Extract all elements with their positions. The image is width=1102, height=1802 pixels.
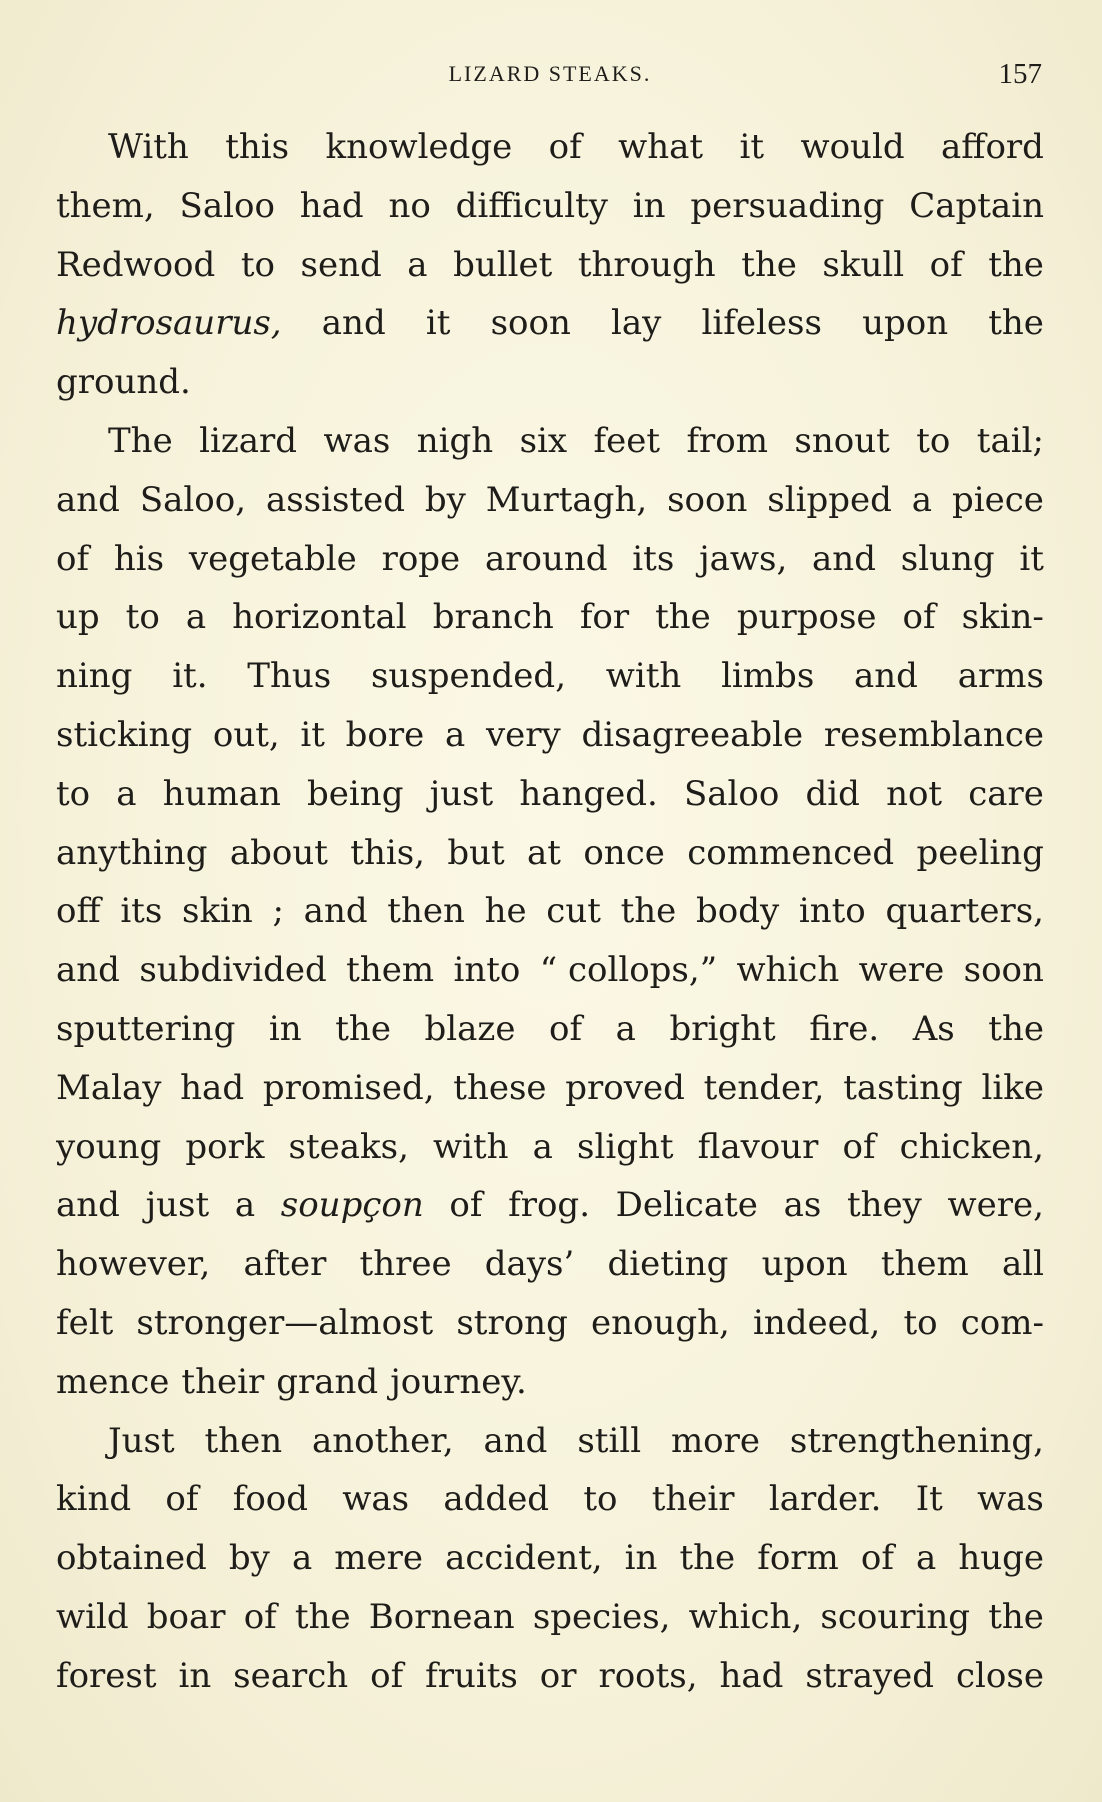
- word: Saloo: [179, 185, 275, 226]
- word: ;: [272, 891, 284, 932]
- word: to: [903, 1302, 938, 1343]
- word: very: [485, 714, 561, 755]
- word: huge: [958, 1538, 1044, 1579]
- word: of: [165, 1479, 199, 1520]
- word: in: [624, 1538, 658, 1579]
- word: of: [842, 1126, 876, 1167]
- word: the: [988, 303, 1044, 344]
- text-line: [56, 294, 1044, 353]
- word: anything: [56, 832, 208, 873]
- word: was: [342, 1479, 410, 1520]
- word: off: [56, 891, 101, 932]
- word: the: [679, 1538, 736, 1579]
- word: a: [116, 773, 137, 814]
- word: assisted: [265, 479, 405, 520]
- word: close: [956, 1655, 1044, 1696]
- word: frog.: [508, 1185, 591, 1226]
- word: Malay: [56, 1067, 162, 1108]
- word: were: [858, 950, 945, 991]
- word: ning: [56, 656, 133, 697]
- word: Captain: [909, 185, 1044, 226]
- word: to: [583, 1479, 618, 1520]
- word: Delicate: [615, 1185, 758, 1226]
- word: persuading: [690, 185, 885, 226]
- word: As: [912, 1008, 955, 1049]
- word: to: [240, 244, 275, 285]
- word: steaks,: [288, 1126, 409, 1167]
- running-head: [56, 54, 1044, 94]
- text-line: [56, 647, 1044, 706]
- word: but: [447, 832, 505, 873]
- word: felt: [56, 1302, 114, 1343]
- word: of: [370, 1655, 404, 1696]
- word: Bornean: [368, 1596, 515, 1637]
- word: flavour: [697, 1126, 819, 1167]
- word: proved: [565, 1067, 685, 1108]
- word: six: [519, 420, 568, 461]
- word: com-: [960, 1302, 1044, 1343]
- word: lay: [611, 303, 662, 344]
- word: and: [56, 950, 120, 991]
- word: the: [988, 1596, 1044, 1637]
- word: did: [805, 773, 860, 814]
- word: just: [145, 1185, 210, 1226]
- word: through: [577, 244, 716, 285]
- word: commenced: [687, 832, 895, 873]
- text-line: [56, 588, 1044, 647]
- word: young: [56, 1126, 162, 1167]
- word: by: [228, 1538, 270, 1579]
- text-line: [56, 1412, 1044, 1471]
- word: tail;: [976, 420, 1044, 461]
- word: it.: [172, 656, 208, 697]
- word: their: [181, 1361, 265, 1402]
- text-line: [56, 1000, 1044, 1059]
- word: and: [56, 479, 120, 520]
- word: and: [56, 1185, 120, 1226]
- word: of: [548, 127, 582, 167]
- word: however,: [56, 1244, 211, 1285]
- word: chicken,: [899, 1126, 1044, 1167]
- word: at: [527, 832, 561, 873]
- text-line: [56, 941, 1044, 1000]
- text-line: [56, 353, 1044, 412]
- word: resemblance: [823, 714, 1044, 755]
- text-line: [56, 471, 1044, 530]
- word: Murtagh,: [485, 479, 648, 520]
- text-line: [56, 1647, 1044, 1706]
- word: into: [798, 891, 866, 932]
- word: the: [988, 1008, 1044, 1049]
- word: into: [453, 950, 521, 991]
- word: dieting: [607, 1244, 729, 1285]
- word: hanged.: [519, 773, 658, 814]
- word: to: [56, 773, 91, 814]
- word: skull: [822, 244, 905, 285]
- word: this,: [350, 832, 425, 873]
- word: not: [886, 773, 943, 814]
- word: strayed: [805, 1655, 935, 1696]
- word: the: [988, 244, 1044, 285]
- text-line: [56, 1353, 1044, 1412]
- word: another,: [311, 1420, 454, 1461]
- word: then: [387, 891, 465, 932]
- word: bore: [345, 714, 425, 755]
- text-line: [56, 1235, 1044, 1294]
- word: soon: [490, 303, 571, 344]
- word: had: [180, 1067, 245, 1108]
- word: its: [120, 891, 163, 932]
- word: three: [359, 1244, 452, 1285]
- word: Thus: [247, 656, 332, 697]
- word: human: [162, 773, 281, 814]
- word: kind: [56, 1479, 132, 1520]
- word: care: [968, 773, 1044, 814]
- word: tender,: [703, 1067, 825, 1108]
- word: disagreeable: [581, 714, 804, 755]
- word: the: [335, 1008, 391, 1049]
- word: a: [532, 1126, 553, 1167]
- word: lizard: [199, 420, 298, 461]
- word: forest: [56, 1655, 157, 1696]
- word: which: [736, 950, 840, 991]
- word: of: [902, 597, 936, 638]
- word: up: [56, 597, 100, 638]
- word: it: [300, 714, 325, 755]
- word: just: [429, 773, 494, 814]
- word: stronger—almost: [136, 1302, 434, 1343]
- running-title: LIZARD STEAKS.: [448, 61, 652, 86]
- word: about: [229, 832, 328, 873]
- text-line: [56, 765, 1044, 824]
- word: body: [695, 891, 780, 932]
- word: bullet: [453, 244, 553, 285]
- word: days’: [484, 1244, 575, 1285]
- word: in: [268, 1008, 302, 1049]
- word: out,: [212, 714, 280, 755]
- word: Saloo,: [139, 479, 247, 520]
- word: them: [346, 950, 435, 991]
- word: and: [854, 656, 918, 697]
- word: species,: [532, 1596, 671, 1637]
- word: rope: [381, 538, 461, 579]
- word: obtained: [56, 1538, 207, 1579]
- word: the: [741, 244, 797, 285]
- word: would: [800, 127, 905, 167]
- word: a: [291, 1538, 313, 1579]
- word: they: [846, 1185, 922, 1226]
- text-line: [56, 1588, 1044, 1647]
- word: skin-: [961, 597, 1044, 638]
- word: knowledge: [325, 127, 513, 167]
- word: search: [233, 1655, 349, 1696]
- word: a: [911, 479, 933, 520]
- word: upon: [761, 1244, 848, 1285]
- word: Just: [108, 1420, 175, 1461]
- text-line: [56, 1294, 1044, 1353]
- word: them: [880, 1244, 969, 1285]
- word: send: [300, 244, 382, 285]
- word: more: [670, 1420, 761, 1461]
- word: difficulty: [455, 185, 608, 226]
- word: a: [234, 1185, 256, 1226]
- word: a: [407, 244, 428, 285]
- text-line: [56, 118, 1044, 177]
- word: soon: [667, 479, 748, 520]
- word: soupçon: [280, 1185, 424, 1226]
- word: it: [425, 303, 451, 344]
- text-line: [56, 1470, 1044, 1529]
- word: its: [632, 538, 675, 579]
- word: and: [321, 303, 386, 344]
- word: their: [651, 1479, 735, 1520]
- word: which,: [688, 1596, 803, 1637]
- word: piece: [951, 479, 1044, 520]
- word: vegetable: [188, 538, 357, 579]
- word: a: [444, 714, 466, 755]
- word: quarters,: [885, 891, 1044, 932]
- word: pork: [185, 1126, 265, 1167]
- word: suspended,: [370, 656, 567, 697]
- word: around: [484, 538, 608, 579]
- word: arms: [957, 656, 1044, 697]
- word: strong: [456, 1302, 568, 1343]
- text-line: [56, 1118, 1044, 1177]
- word: indeed,: [752, 1302, 881, 1343]
- word: form: [757, 1538, 839, 1579]
- text-line: [56, 1059, 1044, 1118]
- word: his: [113, 538, 165, 579]
- word: horizontal: [232, 597, 407, 638]
- text-line: [56, 412, 1044, 471]
- word: upon: [862, 303, 949, 344]
- word: still: [577, 1420, 642, 1461]
- word: branch: [432, 597, 554, 638]
- word: “ collops,”: [539, 950, 718, 991]
- text-line: [56, 882, 1044, 941]
- word: once: [583, 832, 665, 873]
- text-line: [56, 1529, 1044, 1588]
- text-line: [56, 1176, 1044, 1235]
- word: enough,: [590, 1302, 730, 1343]
- word: what: [618, 127, 704, 167]
- word: The: [108, 420, 173, 461]
- word: sputtering: [56, 1008, 236, 1049]
- word: Saloo: [683, 773, 780, 814]
- word: afford: [941, 127, 1044, 167]
- word: them,: [56, 185, 155, 226]
- word: with: [433, 1126, 509, 1167]
- word: larder.: [768, 1479, 882, 1520]
- word: of: [243, 1596, 277, 1637]
- page-number: 157: [998, 58, 1042, 90]
- word: this: [225, 127, 290, 167]
- word: of: [549, 1008, 583, 1049]
- word: boar: [146, 1596, 226, 1637]
- word: bright: [669, 1008, 776, 1049]
- word: for: [579, 597, 630, 638]
- word: being: [307, 773, 404, 814]
- word: and: [303, 891, 368, 932]
- word: grand: [276, 1361, 379, 1402]
- word: scouring: [820, 1596, 971, 1637]
- word: subdivided: [139, 950, 327, 991]
- word: fruits: [425, 1655, 518, 1696]
- word: to: [916, 420, 951, 461]
- text-line: [56, 824, 1044, 883]
- text-line: [56, 236, 1044, 295]
- word: like: [981, 1067, 1044, 1108]
- word: by: [424, 479, 466, 520]
- word: a: [615, 1008, 636, 1049]
- word: all: [1001, 1244, 1044, 1285]
- word: Redwood: [56, 244, 216, 285]
- word: a: [185, 597, 207, 638]
- word: was: [977, 1479, 1044, 1520]
- text-line: [56, 706, 1044, 765]
- word: then: [204, 1420, 283, 1461]
- word: these: [453, 1067, 547, 1108]
- word: ground.: [56, 362, 191, 403]
- word: it: [1019, 538, 1044, 579]
- word: strengthening,: [789, 1420, 1044, 1461]
- word: mere: [334, 1538, 424, 1579]
- word: in: [178, 1655, 212, 1696]
- word: It: [915, 1479, 943, 1520]
- word: feet: [593, 420, 661, 461]
- word: the: [620, 891, 677, 932]
- word: as: [783, 1185, 822, 1226]
- word: to: [125, 597, 160, 638]
- word: was: [323, 420, 391, 461]
- word: from: [686, 420, 768, 461]
- word: promised,: [262, 1067, 435, 1108]
- word: tasting: [843, 1067, 963, 1108]
- word: slung: [900, 538, 995, 579]
- word: no: [388, 185, 431, 226]
- word: were,: [947, 1185, 1044, 1226]
- word: snout: [794, 420, 890, 461]
- word: with: [605, 656, 682, 697]
- word: slipped: [767, 479, 892, 520]
- body-text: [56, 118, 1044, 1706]
- word: added: [443, 1479, 550, 1520]
- word: limbs: [721, 656, 815, 697]
- word: of: [860, 1538, 894, 1579]
- word: blaze: [424, 1008, 516, 1049]
- word: had: [299, 185, 364, 226]
- word: soon: [963, 950, 1044, 991]
- word: in: [632, 185, 666, 226]
- word: he: [484, 891, 527, 932]
- word: wild: [56, 1596, 129, 1637]
- word: or: [539, 1655, 577, 1696]
- word: of: [449, 1185, 483, 1226]
- word: of: [929, 244, 963, 285]
- word: accident,: [445, 1538, 603, 1579]
- word: With: [108, 127, 189, 167]
- word: the: [294, 1596, 351, 1637]
- word: and: [812, 538, 876, 579]
- word: slight: [577, 1126, 674, 1167]
- word: nigh: [416, 420, 494, 461]
- word: lifeless: [701, 303, 822, 344]
- word: mence: [56, 1361, 170, 1402]
- word: the: [655, 597, 711, 638]
- word: sticking: [56, 714, 193, 755]
- word: it: [739, 127, 765, 167]
- text-line: [56, 177, 1044, 236]
- word: and: [483, 1420, 548, 1461]
- word: jaws,: [699, 538, 788, 579]
- text-line: [56, 530, 1044, 589]
- word: fire.: [809, 1008, 880, 1049]
- word: hydrosaurus,: [56, 303, 282, 344]
- word: food: [232, 1479, 309, 1520]
- word: skin: [182, 891, 253, 932]
- word: roots,: [598, 1655, 698, 1696]
- word: after: [243, 1244, 327, 1285]
- word: cut: [546, 891, 601, 932]
- word: purpose: [736, 597, 877, 638]
- word: peeling: [916, 832, 1044, 873]
- word: journey.: [390, 1361, 527, 1402]
- word: of: [56, 538, 90, 579]
- word: a: [915, 1538, 937, 1579]
- word: had: [719, 1655, 784, 1696]
